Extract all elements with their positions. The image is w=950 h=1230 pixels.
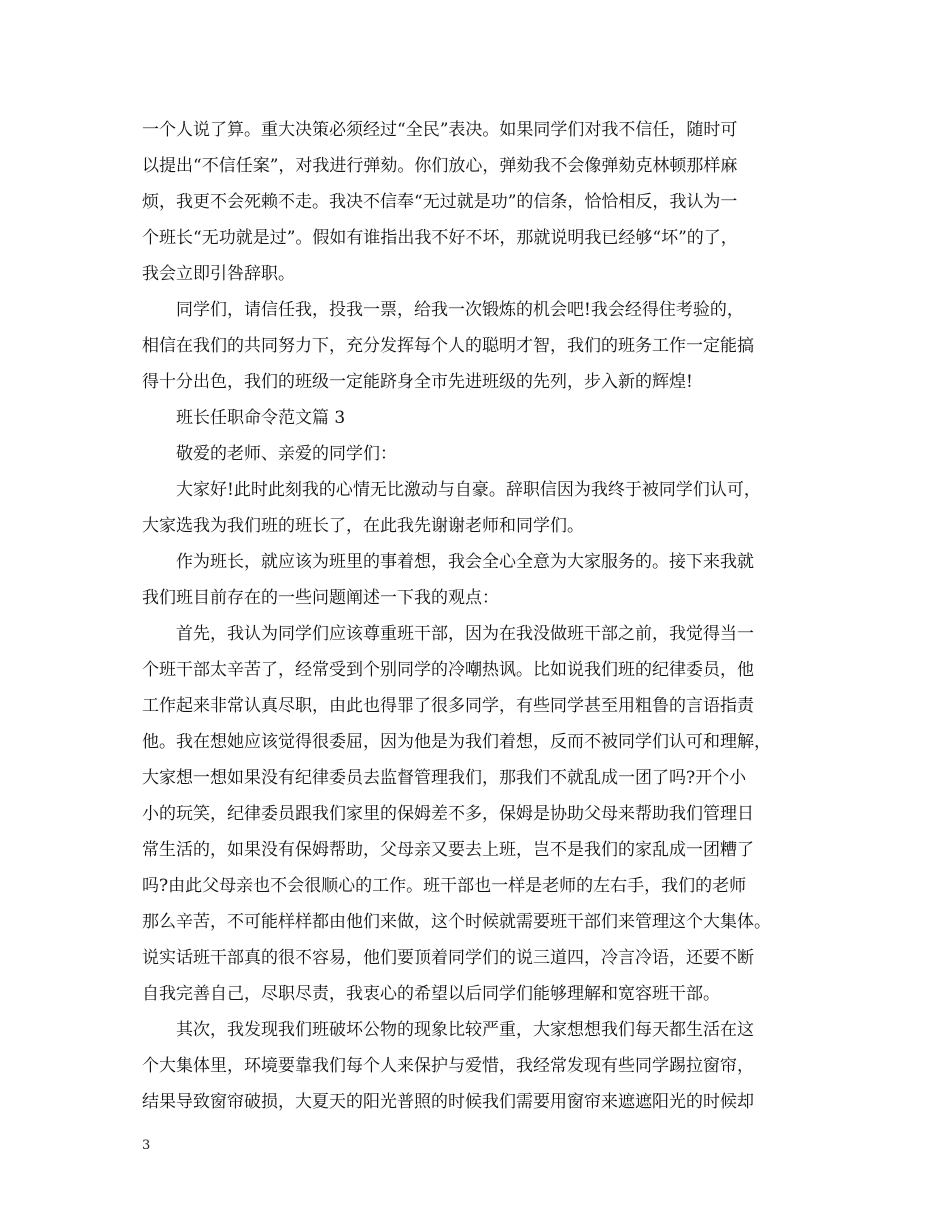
section-heading bbox=[142, 400, 828, 436]
text-line: 得十分出色，我们的班级一定能跻身全市先进班级的先列，步入新的辉煌! bbox=[142, 372, 693, 392]
text-line: 常生活的，如果没有保姆帮助，父母亲又要去上班，岂不是我们的家乱成一团糟了 bbox=[142, 840, 754, 860]
text-line: 个班长“无功就是过”。假如有谁指出我不好不坏，那就说明我已经够“坏”的了， bbox=[142, 228, 738, 248]
paragraph-7 bbox=[142, 616, 828, 1012]
text-line: 敬爱的老师、亲爱的同学们： bbox=[176, 444, 397, 464]
text-line: 自我完善自己，尽职尽责，我衷心的希望以后同学们能够理解和宽容班干部。 bbox=[142, 984, 720, 1004]
text-line: 烦，我更不会死赖不走。我决不信奉“无过就是功”的信条，恰恰相反，我认为一 bbox=[142, 192, 738, 212]
text-line: 小的玩笑，纪律委员跟我们家里的保姆差不多，保姆是协助父母来帮助我们管理日 bbox=[142, 804, 754, 824]
text-line: 说实话班干部真的很不容易，他们要顶着同学们的说三道四，冷言冷语，还要不断 bbox=[142, 948, 754, 968]
text-line: 首先，我认为同学们应该尊重班干部，因为在我没做班干部之前，我觉得当一 bbox=[176, 624, 754, 644]
text-line: 大家想一想如果没有纪律委员去监督管理我们，那我们不就乱成一团了吗?开个小 bbox=[142, 768, 747, 788]
paragraph-8 bbox=[142, 1012, 828, 1120]
text-line: 大家好!此时此刻我的心情无比激动与自豪。辞职信因为我终于被同学们认可， bbox=[176, 480, 761, 500]
text-line: 那么辛苦，不可能样样都由他们来做，这个时候就需要班干部们来管理这个大集体。 bbox=[142, 912, 771, 932]
text-line: 他。我在想她应该觉得很委屈，因为他是为我们着想，反而不被同学们认可和理解， bbox=[142, 732, 771, 752]
text-line: 一个人说了算。重大决策必须经过“全民”表决。如果同学们对我不信任，随时可 bbox=[142, 120, 738, 140]
page-number: 3 bbox=[142, 1138, 151, 1153]
salutation bbox=[142, 436, 828, 472]
text-line: 大家选我为我们班的班长了，在此我先谢谢老师和同学们。 bbox=[142, 516, 584, 536]
paragraph-5 bbox=[142, 472, 828, 544]
text-line: 个大集体里，环境要靠我们每个人来保护与爱惜，我经常发现有些同学踢拉窗帘， bbox=[142, 1056, 754, 1076]
paragraph-2 bbox=[142, 292, 828, 400]
text-line: 作为班长，就应该为班里的事着想，我会全心全意为大家服务的。接下来我就 bbox=[176, 552, 754, 572]
text-line: 工作起来非常认真尽职，由此也得罪了很多同学，有些同学甚至用粗鲁的言语指责 bbox=[142, 696, 754, 716]
text-line: 相信在我们的共同努力下，充分发挥每个人的聪明才智，我们的班务工作一定能搞 bbox=[142, 336, 754, 356]
text-line: 以提出“不信任案”，对我进行弹劾。你们放心，弹劾我不会像弹劾克林顿那样麻 bbox=[142, 156, 738, 176]
text-line: 我会立即引咎辞职。 bbox=[142, 264, 295, 284]
paragraph-1 bbox=[142, 112, 828, 292]
paragraph-6 bbox=[142, 544, 828, 616]
heading-line: 班长任职命令范文篇 3 bbox=[176, 408, 346, 428]
text-line: 其次，我发现我们班破坏公物的现象比较严重，大家想想我们每天都生活在这 bbox=[176, 1020, 754, 1040]
text-line: 同学们，请信任我，投我一票，给我一次锻炼的机会吧!我会经得住考验的， bbox=[176, 300, 744, 320]
text-line: 我们班目前存在的一些问题阐述一下我的观点： bbox=[142, 588, 499, 608]
text-line: 吗?由此父母亲也不会很顺心的工作。班干部也一样是老师的左右手，我们的老师 bbox=[142, 876, 747, 896]
text-line: 个班干部太辛苦了，经常受到个别同学的冷嘲热讽。比如说我们班的纪律委员，他 bbox=[142, 660, 754, 680]
document-body bbox=[142, 112, 828, 1120]
text-line: 结果导致窗帘破损，大夏天的阳光普照的时候我们需要用窗帘来遮遮阳光的时候却 bbox=[142, 1092, 754, 1112]
